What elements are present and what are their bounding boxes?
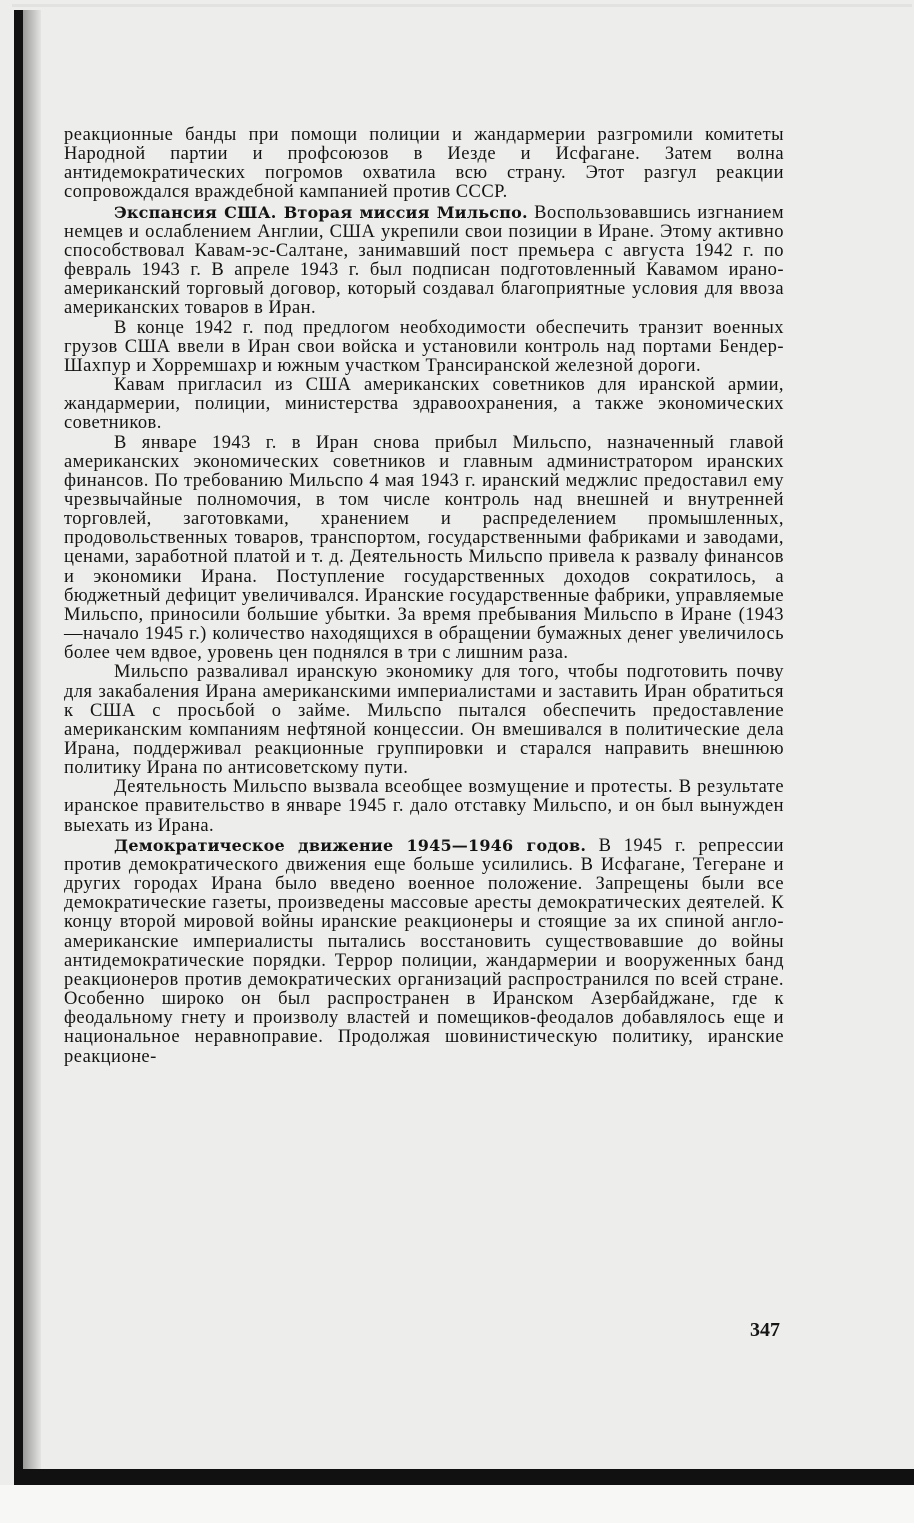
paragraph (64, 376, 784, 433)
book-spine-shadow (14, 10, 23, 1475)
paragraph-text: Деятельность Мильспо вызвала всеобщее возмущение и протесты. В результате иранское правительство в январе 1945 г. дало отставку Мильспо, и он был вынужден выехать из Ирана. (64, 777, 784, 836)
section-heading: Демократическое движение 1945—1946 годов. (114, 835, 587, 855)
page-number: 347 (750, 1319, 780, 1341)
scan-bottom-edge (14, 1469, 914, 1485)
paragraph (64, 319, 784, 376)
gutter-shadow (23, 10, 41, 1475)
paragraph (64, 203, 784, 319)
paragraph (64, 836, 784, 1067)
paragraph (64, 126, 784, 203)
paragraph-text: Воспользовавшись изгнанием немцев и ослаблением Англии, США укрепили свои позиции в Иране. Этому активно способствовал Кавам-эс-Салтане, занимавший пост премьера с августа 1942 г. по февраль 1943 г. В апреле 1943 г. был подписан подготовленный Кавамом ирано-американский торговый договор, который создавал благоприятные условия для ввоза американских товаров в Иран. (64, 202, 784, 319)
paragraph-text: Кавам пригласил из США американских советников для иранской армии, жандармерии, полиции, министерства здравоохранения, а также экономических советников. (64, 375, 784, 434)
paragraph (64, 663, 784, 778)
paragraph-text: В январе 1943 г. в Иран снова прибыл Мильспо, назначенный главой американских экономических советников и главным администратором иранских финансов. По требованию Мильспо 4 мая 1943 г. иранский меджлис предоставил ему чрезвычайные полномочия, в том числе контроль над внешней и внутренней торговлей, заготовками, хранением и распределением промышленных, продовольственных товаров, транспортом, государственными фабриками и заводами, ценами, заработной платой и т. д. Деятельность Мильспо привела к развалу финансов и экономики Ирана. Поступление государственных доходов сократилось, а бюджетный дефицит увеличивался. Иранские государственные фабрики, управляемые Мильспо, приносили большие убытки. За время пребывания Мильспо в Иране (1943—начало 1945 г.) количество находящихся в обращении бумажных денег увеличилось более чем вдвое, уровень цен поднялся в три с лишним раза. (64, 432, 784, 664)
paragraph-text: В конце 1942 г. под предлогом необходимости обеспечить транзит военных грузов США ввели в Иран свои войска и установили контроль над портами Бендер-Шахпур и Хорремшахр и южным участком Трансиранской железной дороги. (64, 317, 784, 376)
section-heading: Экспансия США. Вторая миссия Мильспо. (114, 202, 528, 222)
paragraph (64, 434, 784, 664)
scan-top-edge (12, 4, 912, 7)
scan-margin (0, 1485, 914, 1523)
paragraph-text: Мильспо разваливал иранскую экономику для того, чтобы подготовить почву для закабаления Ирана американскими империалистами и заставить Иран обратиться к США с просьбой о займе. Мильспо пытался обеспечить предоставление американским компаниям нефтяной концессии. Он вмешивался в политические дела Ирана, поддерживал реакционные группировки и старался направить внешнюю политику Ирана по антисоветскому пути. (64, 662, 784, 779)
paragraph-text: В 1945 г. репрессии против демократического движения еще больше усилились. В Исфагане, Тегеране и других городах Ирана было введено военное положение. Запрещены были все демократические газеты, произведены массовые аресты демократических деятелей. К концу второй мировой войны иранские реакционеры и стоящие за их спиной англо-американские империалисты пытались восстановить существовавшие до войны антидемократические порядки. Террор полиции, жандармерии и вооруженных банд реакционеров против демократических организаций распространился по всей стране. Особенно широко он был распространен в Иранском Азербайджане, где к феодальному гнету и произволу властей и помещиков-феодалов добавлялось еще и национальное неравноправие. Продолжая шовинистическую политику, иранские реакционе- (64, 835, 784, 1067)
body-text (64, 126, 784, 1067)
paragraph (64, 778, 784, 835)
paragraph-text: реакционные банды при помощи полиции и жандармерии разгромили комитеты Народной партии и профсоюзов в Иезде и Исфагане. Затем волна антидемократических погромов охватила всю страну. Этот разгул реакции сопровождался враждебной кампанией против СССР. (64, 125, 784, 203)
